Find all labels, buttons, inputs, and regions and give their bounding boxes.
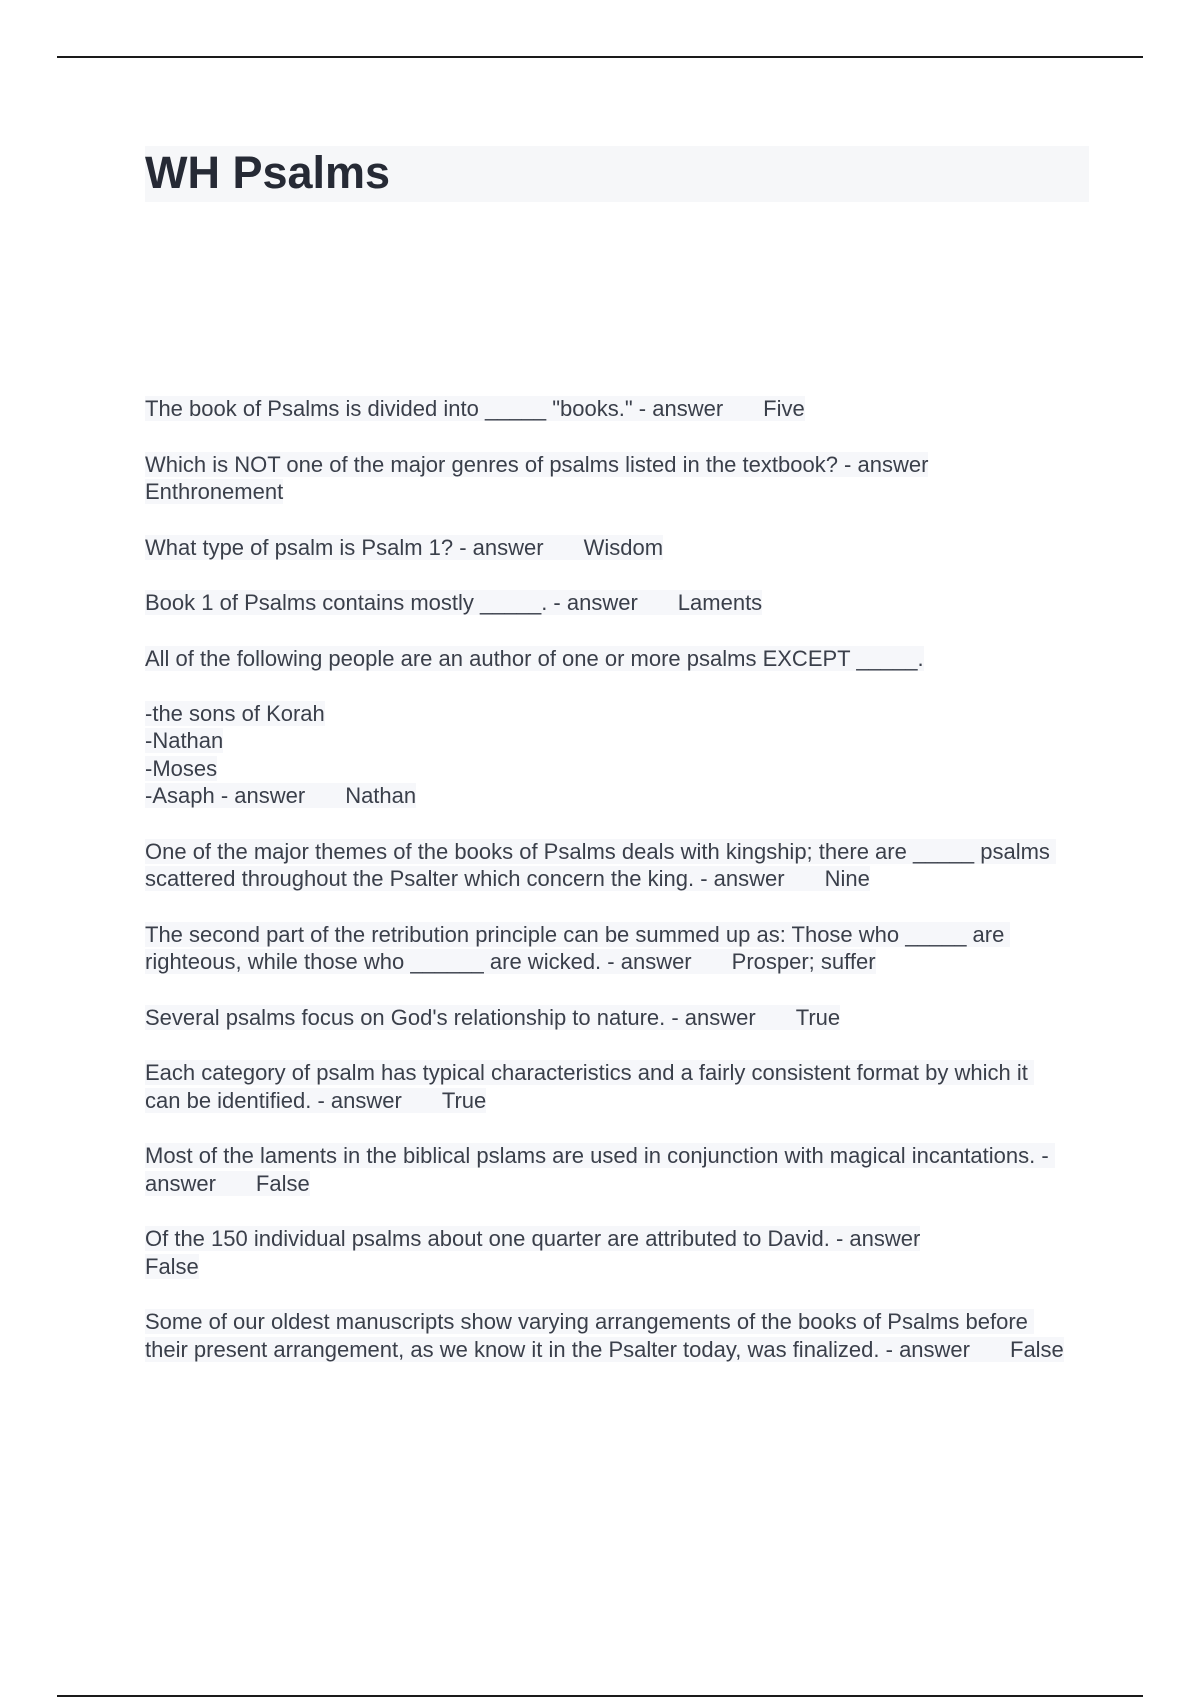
page-title: WH Psalms (145, 147, 391, 198)
qa-item (145, 589, 1065, 617)
qa-item (145, 645, 1065, 810)
question-text: Which is NOT one of the major genres of psalms listed in the textbook? - answer (145, 451, 929, 477)
question-text: Of the 150 individual psalms about one quarter are attributed to David. - answer (145, 1226, 921, 1251)
question-text: What type of psalm is Psalm 1? - answer (145, 534, 544, 560)
qa-item (145, 838, 1065, 893)
question-text: Most of the laments in the biblical pslams are used in conjunction with magical incantations. - answer (145, 1143, 1055, 1196)
answer-text: Nine (824, 866, 870, 891)
qa-text (145, 1226, 920, 1279)
qa-text (145, 839, 1056, 892)
question-text: Each category of psalm has typical characteristics and a fairly consistent format by which it can be identified. - answer (145, 1060, 1034, 1113)
qa-list (145, 395, 1065, 1391)
answer-text: True (795, 1004, 841, 1030)
qa-item (145, 395, 1065, 423)
answer-text: Prosper; suffer (731, 949, 876, 974)
qa-item (145, 921, 1065, 976)
qa-text (145, 396, 805, 421)
qa-text (145, 646, 924, 809)
answer-text: Five (763, 396, 805, 421)
qa-item (145, 534, 1065, 562)
qa-item (145, 1308, 1065, 1363)
qa-text (145, 590, 762, 615)
answer-text: False (1010, 1336, 1064, 1362)
question-text: The second part of the retribution principle can be summed up as: Those who _____ are righteous, while those who ______ are wicked. - answer (145, 921, 1011, 974)
question-text: One of the major themes of the books of Psalms deals with kingship; there are _____ psalms scattered throughout the Psalter which concern the king. - answer (145, 838, 1057, 891)
answer-text: Enthronement (145, 479, 284, 504)
question-text: Several psalms focus on God's relationship to nature. - answer (145, 1004, 756, 1030)
qa-text (145, 535, 663, 560)
qa-text (145, 1143, 1055, 1196)
qa-item (145, 1225, 1065, 1280)
qa-text (145, 1005, 840, 1030)
answer-text: False (255, 1170, 310, 1196)
top-rule (57, 56, 1143, 58)
question-text: All of the following people are an author of one or more psalms EXCEPT _____. -the sons of Korah -Nathan -Moses -Asaph - answer (145, 645, 924, 808)
qa-item (145, 451, 1065, 506)
qa-text (145, 1060, 1034, 1113)
question-text: The book of Psalms is divided into _____ "books." - answer (145, 396, 724, 421)
qa-text (145, 922, 1010, 975)
answer-text: False (145, 1253, 199, 1279)
question-text: Some of our oldest manuscripts show varying arrangements of the books of Psalms before their present arrangement, as we know it in the Psalter today, was finalized. - answer (145, 1309, 1035, 1362)
qa-text (145, 1309, 1064, 1362)
qa-item (145, 1142, 1065, 1197)
bottom-rule (57, 1695, 1143, 1697)
qa-item (145, 1059, 1065, 1114)
question-text: Book 1 of Psalms contains mostly _____. - answer (145, 590, 638, 615)
answer-text: Laments (677, 590, 763, 615)
answer-text: Nathan (345, 783, 417, 808)
qa-item (145, 1004, 1065, 1032)
qa-text (145, 452, 928, 505)
answer-text: True (441, 1087, 487, 1113)
answer-text: Wisdom (583, 534, 664, 560)
